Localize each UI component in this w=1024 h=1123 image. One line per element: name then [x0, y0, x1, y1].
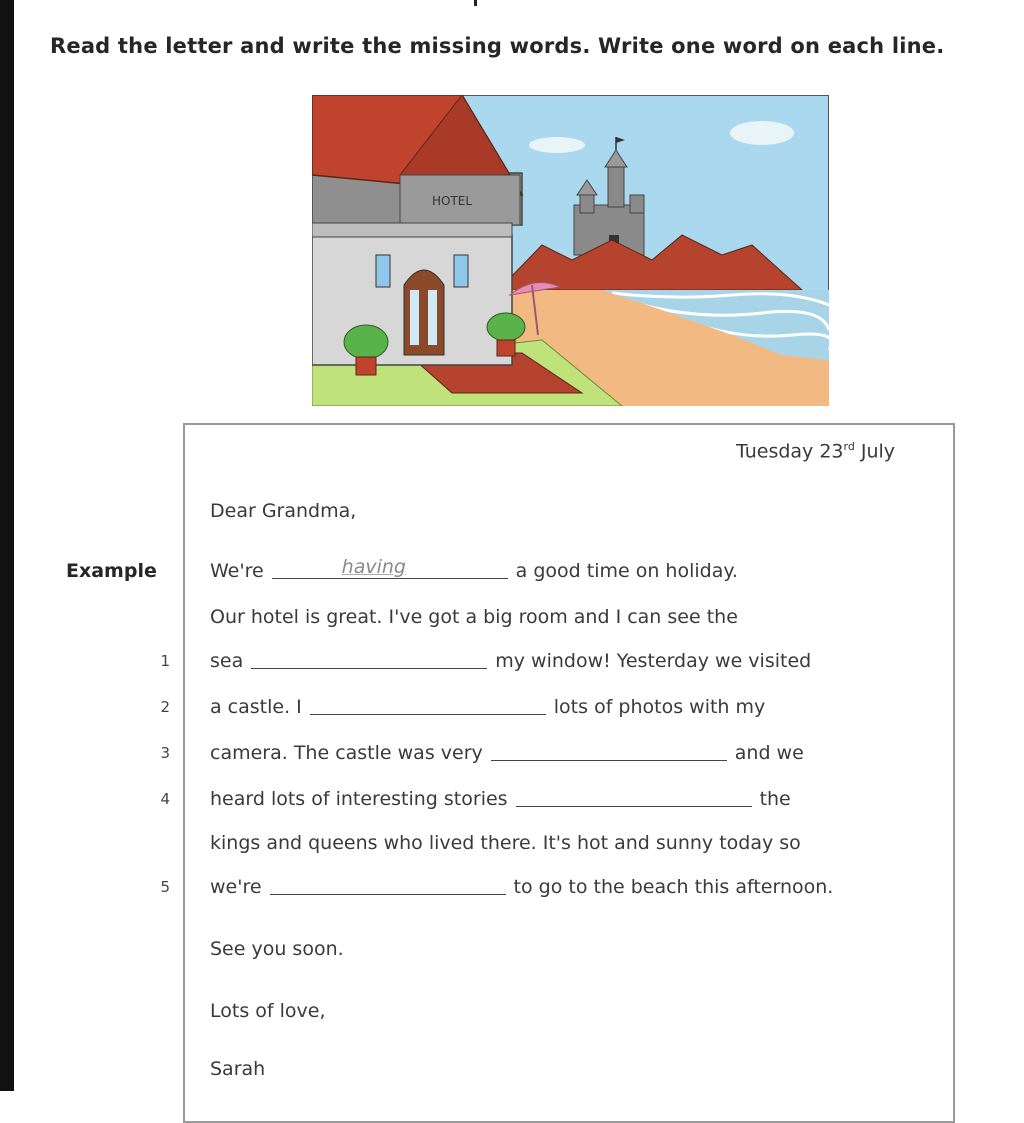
answer-blank-4[interactable]	[516, 788, 752, 807]
example-answer: having	[341, 556, 406, 578]
letter-line-4	[210, 788, 791, 810]
letter-line: kings and queens who lived there. It's hot and sunny today so	[210, 832, 801, 854]
date-suffix: rd	[843, 440, 855, 453]
line-text-after: a good time on holiday.	[515, 560, 738, 582]
letter-line-2	[210, 696, 765, 718]
date-day: Tuesday 23	[736, 440, 844, 463]
letter-line-3	[210, 742, 804, 764]
left-edge-strip	[0, 0, 14, 1091]
example-label: Example	[66, 560, 157, 582]
line-text-before: a castle. I	[210, 696, 302, 718]
holiday-picture	[312, 95, 829, 406]
line-text-after: and we	[734, 742, 804, 764]
date-month: July	[860, 440, 896, 463]
line-text-before: we're	[210, 876, 262, 898]
hotel-sign: HOTEL	[432, 194, 473, 208]
letter-sign-off: Lots of love,	[210, 1000, 326, 1022]
letter-line-5	[210, 876, 833, 898]
answer-blank-1[interactable]	[251, 650, 487, 669]
letter-greeting: Dear Grandma,	[210, 500, 357, 522]
question-number-5: 5	[160, 878, 170, 896]
letter-line: Our hotel is great. I've got a big room and I can see the	[210, 606, 738, 628]
answer-blank-3[interactable]	[491, 742, 727, 761]
line-text-before: We're	[210, 560, 264, 582]
cloud	[529, 137, 585, 153]
answer-blank-example	[272, 556, 508, 579]
hotel-window	[454, 255, 468, 287]
answer-blank-5[interactable]	[270, 876, 506, 895]
question-number-4: 4	[160, 790, 170, 808]
question-number-1: 1	[160, 652, 170, 670]
letter-line-1	[210, 650, 811, 672]
top-mark	[474, 0, 477, 6]
letter-closing: See you soon.	[210, 938, 344, 960]
line-text-before: sea	[210, 650, 244, 672]
line-text-before: heard lots of interesting stories	[210, 788, 508, 810]
letter-line-example	[210, 556, 738, 582]
instruction-heading: Read the letter and write the missing words. Write one word on each line.	[50, 34, 945, 58]
letter-signature: Sarah	[210, 1058, 266, 1080]
line-text-after: to go to the beach this afternoon.	[513, 876, 834, 898]
line-text-after: lots of photos with my	[553, 696, 766, 718]
letter-date	[736, 440, 895, 462]
hotel-window	[376, 255, 390, 287]
question-number-2: 2	[160, 698, 170, 716]
question-number-3: 3	[160, 744, 170, 762]
cloud	[730, 121, 794, 145]
answer-blank-2[interactable]	[310, 696, 546, 715]
line-text-before: camera. The castle was very	[210, 742, 483, 764]
line-text-after: my window! Yesterday we visited	[495, 650, 812, 672]
line-text-after: the	[759, 788, 791, 810]
